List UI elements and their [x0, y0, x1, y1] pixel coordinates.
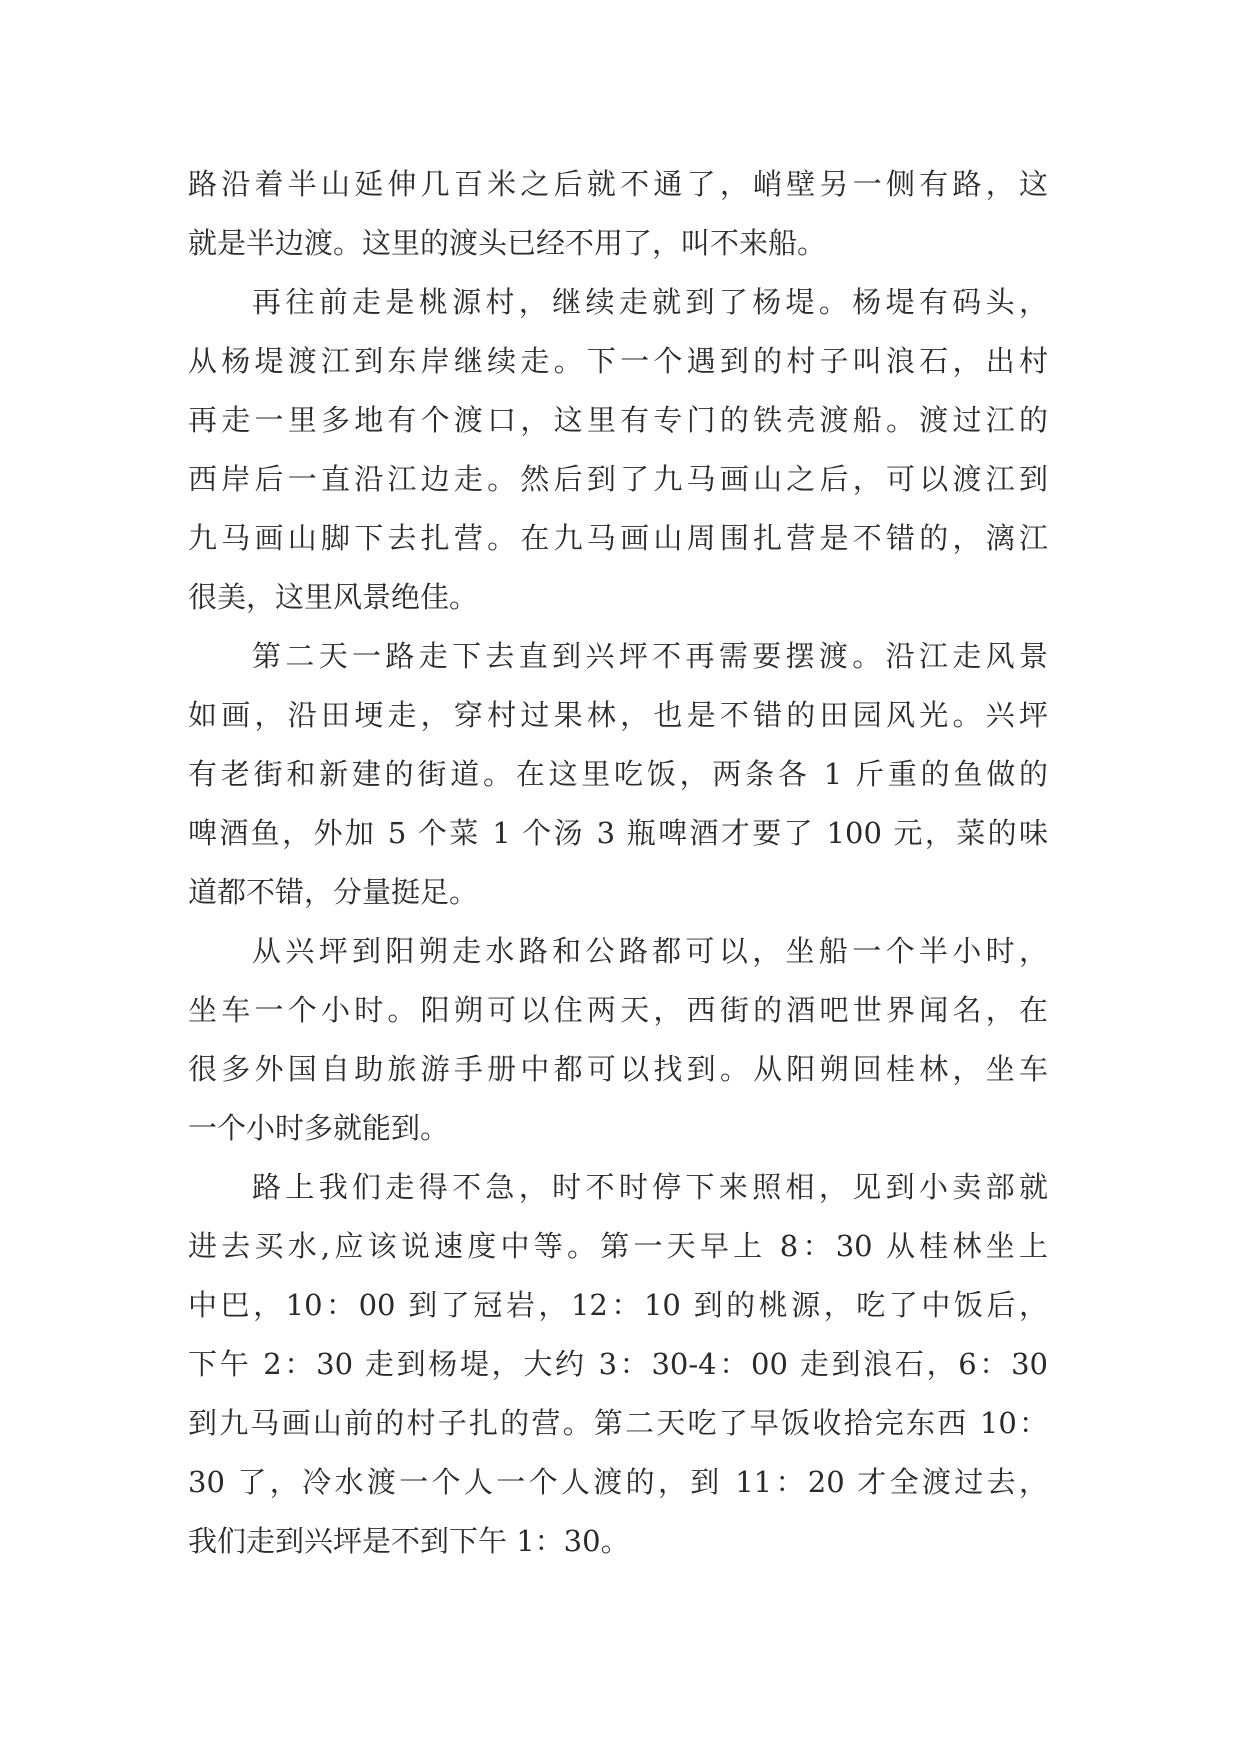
text-line: 我们走到兴坪是不到下午 1：30。 [188, 1524, 630, 1558]
text-line: 再走一里多地有个渡口，这里有专门的铁壳渡船。渡过江的 [188, 403, 1048, 437]
text-line: 很美，这里风景绝佳。 [188, 580, 479, 614]
text-line: 中巴，10：00 到了冠岩，12：10 到的桃源，吃了中饭后， [188, 1288, 1048, 1322]
text-line: 一个小时多就能到。 [188, 1111, 450, 1145]
body-text [188, 155, 1048, 1571]
text-line: 道都不错，分量挺足。 [188, 875, 479, 909]
text-line: 九马画山脚下去扎营。在九马画山周围扎营是不错的，漓江 [188, 521, 1048, 555]
text-line: 坐车一个小时。阳朔可以住两天，西街的酒吧世界闻名，在 [188, 993, 1048, 1027]
text-line: 30 了，冷水渡一个人一个人渡的，到 11：20 才全渡过去， [188, 1465, 1048, 1499]
text-line: 再往前走是桃源村，继续走就到了杨堤。杨堤有码头， [252, 285, 1048, 319]
text-line: 进去买水,应该说速度中等。第一天早上 8：30 从桂林坐上 [188, 1229, 1048, 1263]
text-line: 很多外国自助旅游手册中都可以找到。从阳朔回桂林，坐车 [188, 1052, 1048, 1086]
text-line: 到九马画山前的村子扎的营。第二天吃了早饭收拾完东西 10： [188, 1406, 1048, 1440]
text-line: 路沿着半山延伸几百米之后就不通了，峭壁另一侧有路，这 [188, 167, 1048, 201]
text-line: 第二天一路走下去直到兴坪不再需要摆渡。沿江走风景 [252, 639, 1048, 673]
text-line: 下午 2：30 走到杨堤，大约 3：30-4：00 走到浪石，6：30 [188, 1347, 1048, 1381]
text-line: 路上我们走得不急，时不时停下来照相，见到小卖部就 [252, 1170, 1048, 1204]
text-line: 从杨堤渡江到东岸继续走。下一个遇到的村子叫浪石，出村 [188, 344, 1048, 378]
text-line: 西岸后一直沿江边走。然后到了九马画山之后，可以渡江到 [188, 462, 1048, 496]
text-line: 有老街和新建的街道。在这里吃饭，两条各 1 斤重的鱼做的 [188, 757, 1048, 791]
text-line: 从兴坪到阳朔走水路和公路都可以，坐船一个半小时， [252, 934, 1048, 968]
text-line: 就是半边渡。这里的渡头已经不用了，叫不来船。 [188, 226, 827, 260]
text-line: 如画，沿田埂走，穿村过果林，也是不错的田园风光。兴坪 [188, 698, 1048, 732]
text-line: 啤酒鱼，外加 5 个菜 1 个汤 3 瓶啤酒才要了 100 元，菜的味 [188, 816, 1048, 850]
